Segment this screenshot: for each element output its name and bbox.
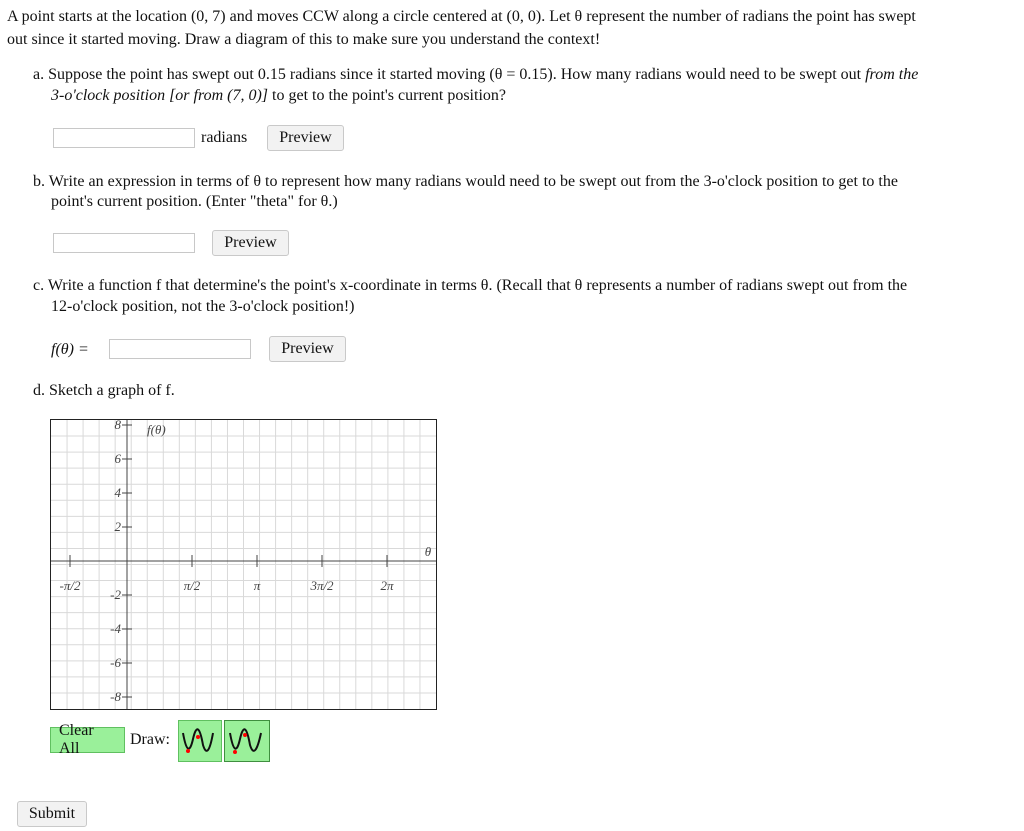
y-tick-label: -4 bbox=[110, 621, 121, 636]
x-tick-label: 3π/2 bbox=[310, 578, 334, 593]
y-tick-label: -8 bbox=[110, 689, 121, 704]
clear-all-button[interactable]: Clear All bbox=[50, 727, 125, 753]
wave-icon bbox=[179, 721, 221, 761]
part-a-line-2 bbox=[51, 86, 506, 106]
intro-line-2: out since it started moving. Draw a diagram of this to make sure you understand the context! bbox=[7, 31, 601, 48]
part-a-unit: radians bbox=[201, 129, 248, 146]
part-a-emphasis-1: from the bbox=[865, 66, 919, 83]
part-c-function-label: f(θ) = bbox=[51, 341, 89, 358]
part-c-answer-input[interactable] bbox=[109, 339, 251, 359]
x-axis-label: θ bbox=[424, 544, 432, 559]
part-a-line-1 bbox=[33, 65, 918, 85]
part-b-line-2: point's current position. (Enter "theta" for θ.) bbox=[51, 193, 338, 210]
x-tick-label: π/2 bbox=[183, 578, 201, 593]
draw-tool-sine-wave[interactable] bbox=[178, 720, 222, 762]
y-axis-label: f(θ) bbox=[147, 422, 166, 437]
part-a-emphasis-2: 3-o'clock position [or from (7, 0)] bbox=[51, 87, 269, 104]
wave-alt-icon bbox=[225, 721, 269, 761]
intro-line-1: A point starts at the location (0, 7) and moves CCW along a circle centered at (0, 0). Let θ represent the number of radians the point has swept bbox=[7, 8, 916, 25]
graph-svg[interactable] bbox=[51, 420, 436, 709]
part-c-line-2: 12-o'clock position, not the 3-o'clock position!) bbox=[51, 298, 355, 315]
y-tick-label: 4 bbox=[114, 485, 121, 500]
submit-button[interactable]: Submit bbox=[17, 801, 87, 827]
y-tick-label: 2 bbox=[114, 519, 121, 534]
part-b-line-1: b. Write an expression in terms of θ to represent how many radians would need to be swept out from the 3-o'clock position to get to the bbox=[33, 173, 898, 190]
y-tick-label: 6 bbox=[114, 451, 121, 466]
part-c-line-1: c. Write a function f that determine's the point's x-coordinate in terms θ. (Recall that θ represents a number of radians swept out from the bbox=[33, 277, 908, 294]
y-tick-label: -6 bbox=[110, 655, 121, 670]
part-b-preview-button[interactable]: Preview bbox=[212, 230, 289, 256]
x-tick-label: π bbox=[253, 578, 261, 593]
part-a-preview-button[interactable]: Preview bbox=[267, 125, 344, 151]
draw-tool-sine-wave-alt[interactable] bbox=[224, 720, 270, 762]
y-tick-label: -2 bbox=[110, 587, 121, 602]
part-a-text-2: to get to the point's current position? bbox=[268, 87, 506, 104]
draw-label: Draw: bbox=[130, 731, 170, 748]
y-tick-label: 8 bbox=[114, 420, 121, 432]
sketch-graph-canvas[interactable] bbox=[50, 419, 437, 710]
part-c-preview-button[interactable]: Preview bbox=[269, 336, 346, 362]
x-tick-label: -π/2 bbox=[59, 578, 81, 593]
x-tick-label: 2π bbox=[380, 578, 394, 593]
part-a-answer-input[interactable] bbox=[53, 128, 195, 148]
part-d-text: d. Sketch a graph of f. bbox=[33, 382, 175, 399]
part-b-answer-input[interactable] bbox=[53, 233, 195, 253]
part-a-text: a. Suppose the point has swept out 0.15 radians since it started moving (θ = 0.15). How many radians would need to be swept out bbox=[33, 66, 866, 83]
